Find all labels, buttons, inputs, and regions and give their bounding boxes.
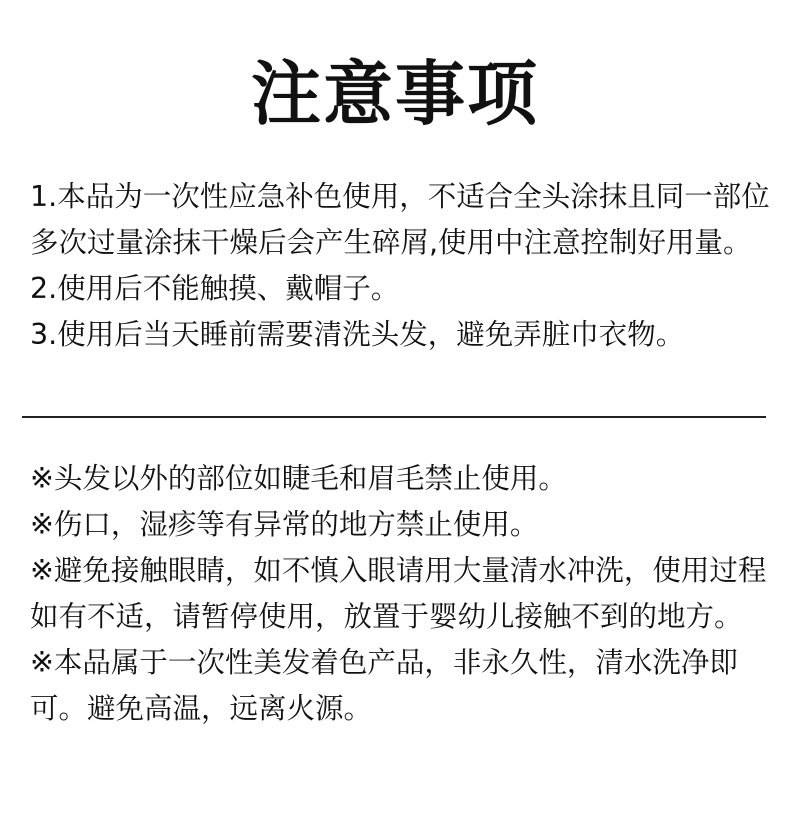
usage-instructions xyxy=(30,174,770,358)
caution-item-1: ※头发以外的部位如睫毛和眉毛禁止使用。 xyxy=(30,462,567,495)
caution-item-4: ※本品属于一次性美发着色产品，非永久性，清水洗净即可。避免高温，远离火源。 xyxy=(30,646,738,725)
instruction-item-1: 1.本品为一次性应急补色使用，不适合全头涂抹且同一部位多次过量涂抹干燥后会产生碎屑,使用中注意控制好用量。 xyxy=(30,180,770,259)
caution-notes xyxy=(30,456,770,732)
section-divider xyxy=(22,416,766,418)
caution-item-3: ※避免接触眼睛，如不慎入眼请用大量清水冲洗，使用过程如有不适，请暂停使用，放置于婴幼儿接触不到的地方。 xyxy=(30,554,767,633)
page-title: 注意事项 xyxy=(251,53,539,135)
instruction-item-3: 3.使用后当天睡前需要清洗头发，避免弄脏巾衣物。 xyxy=(30,318,685,351)
caution-item-2: ※伤口，湿疹等有异常的地方禁止使用。 xyxy=(30,508,539,541)
instruction-item-2: 2.使用后不能触摸、戴帽子。 xyxy=(30,272,400,305)
